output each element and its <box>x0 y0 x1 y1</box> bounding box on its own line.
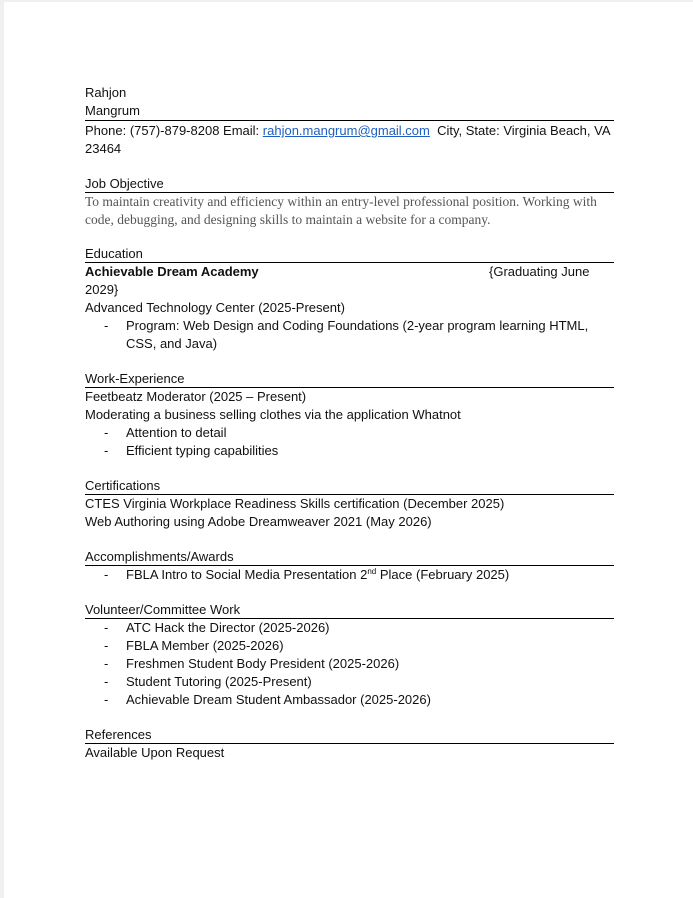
list-item: - ATC Hack the Director (2025-2026) <box>104 620 330 635</box>
certifications-title: Certifications <box>85 477 614 495</box>
dash-bullet: - <box>104 620 109 635</box>
resume-page <box>4 2 693 898</box>
list-item: - FBLA Intro to Social Media Presentation 2nd Place (February 2025) <box>104 567 510 582</box>
dash-bullet: - <box>104 638 109 653</box>
list-item: - Efficient typing capabilities <box>104 443 279 458</box>
references-title: References <box>85 726 614 744</box>
certification-item: Web Authoring using Adobe Dreamweaver 2021 (May 2026) <box>85 514 432 529</box>
education-section <box>85 245 614 353</box>
list-item: - Achievable Dream Student Ambassador (2025-2026) <box>104 692 431 707</box>
awards-title: Accomplishments/Awards <box>85 548 614 566</box>
work-description: Moderating a business selling clothes via the application Whatnot <box>85 407 461 422</box>
dash-bullet: - <box>104 443 109 458</box>
references-text: Available Upon Request <box>85 745 225 760</box>
education-bullets <box>85 317 614 353</box>
awards-section <box>85 548 614 584</box>
awards-bullets <box>85 566 614 584</box>
work-bullets <box>85 424 614 460</box>
objective-text: To maintain creativity and efficiency within an entry-level professional position. Working with code, debugging, and designing skills to maintain a website for a company. <box>85 194 597 227</box>
certifications-section <box>85 477 614 531</box>
volunteer-section <box>85 601 614 709</box>
dash-bullet: - <box>104 656 109 671</box>
contact-info <box>85 120 614 158</box>
list-item: - Freshmen Student Body President (2025-2026) <box>104 656 400 671</box>
objective-title: Job Objective <box>85 175 614 193</box>
work-role: Feetbeatz Moderator (2025 – Present) <box>85 389 307 404</box>
school-name: Achievable Dream Academy <box>85 264 259 279</box>
list-item: - Attention to detail <box>104 425 227 440</box>
name-block <box>85 84 614 120</box>
school-row <box>85 263 614 281</box>
technology-center: Advanced Technology Center (2025-Present) <box>85 300 345 315</box>
email-link[interactable]: rahjon.mangrum@gmail.com <box>262 123 430 138</box>
last-name: Mangrum <box>85 103 140 118</box>
phone-text: Phone: (757)-879-8208 Email: <box>85 123 263 138</box>
list-item: - Student Tutoring (2025-Present) <box>104 674 312 689</box>
list-item: - Program: Web Design and Coding Foundations (2-year program learning HTML, CSS, and Java) <box>104 318 589 351</box>
work-section <box>85 370 614 460</box>
work-title: Work-Experience <box>85 370 614 388</box>
volunteer-bullets <box>85 619 614 709</box>
objective-section <box>85 175 614 228</box>
graduation-date: {Graduating June <box>489 264 590 279</box>
dash-bullet: - <box>104 674 109 689</box>
list-item: - FBLA Member (2025-2026) <box>104 638 284 653</box>
dash-bullet: - <box>104 692 109 707</box>
education-title: Education <box>85 245 614 263</box>
references-section <box>85 726 614 762</box>
dash-bullet: - <box>104 425 109 440</box>
certification-item: CTES Virginia Workplace Readiness Skills certification (December 2025) <box>85 496 505 511</box>
dash-bullet: - <box>104 567 109 582</box>
dash-bullet: - <box>104 318 109 333</box>
volunteer-title: Volunteer/Committee Work <box>85 601 614 619</box>
resume-content <box>85 84 614 762</box>
location-text: City, State: Virginia Beach, VA 23464 <box>85 123 614 156</box>
first-name: Rahjon <box>85 85 127 100</box>
graduation-year: 2029} <box>85 282 119 297</box>
